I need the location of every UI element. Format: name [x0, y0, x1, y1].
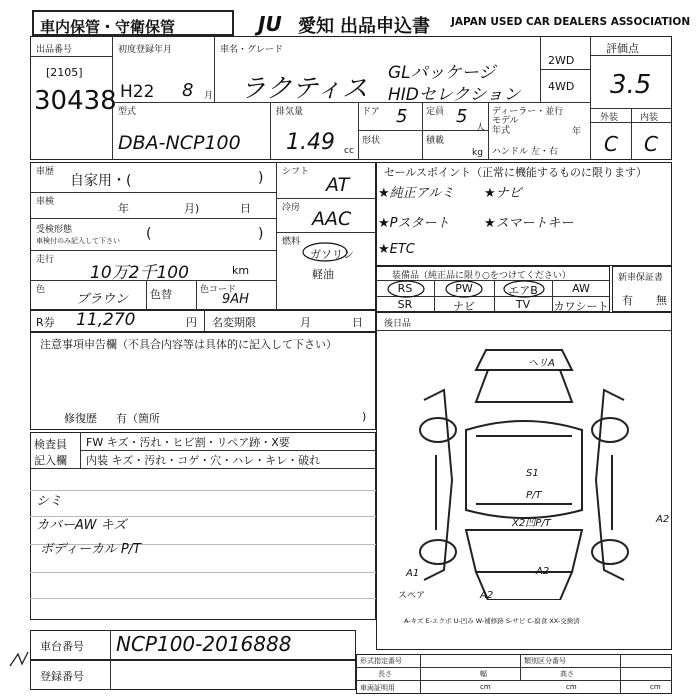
inspector-note-1: シミ [36, 494, 63, 509]
displacement-unit: cc [344, 146, 354, 156]
selling-point-1: ★純正アルミ [378, 186, 455, 201]
org-name: 愛知 [298, 16, 334, 37]
inspector-int-row: 内装 キズ・汚れ・コゲ・穴・ハレ・キレ・破れ [86, 454, 321, 467]
drive-4wd: 4WD [548, 80, 575, 93]
model-label: 型式 [118, 107, 137, 117]
fuel-diesel: 軽油 [312, 268, 334, 281]
proof-l2: 類別区分番号 [524, 657, 566, 665]
inspector-label2: 記入欄 [34, 454, 67, 467]
capacity-unit: 人 [476, 123, 486, 133]
inspector-label1: 検査員 [34, 438, 67, 451]
fuel-label: 燃料 [282, 237, 301, 247]
inspection-day: 日 [240, 202, 251, 215]
after-day-label: 後日品 [384, 319, 412, 329]
history-value: 自家用・( [70, 173, 132, 189]
warranty-no: 無 [656, 294, 667, 307]
selling-point-2: ★ナビ [484, 186, 522, 201]
recycle-unit: 円 [186, 316, 197, 329]
model-year-unit: 年 [572, 127, 582, 137]
aircon-label: 冷房 [282, 203, 301, 213]
doors-value: 5 [396, 106, 408, 127]
pen-mark [8, 650, 32, 670]
selling-point-5: ★ETC [378, 242, 415, 257]
model-year-label: モデル 年式 [492, 116, 519, 136]
history-label: 車歴 [36, 167, 55, 177]
shift-value: AT [326, 174, 350, 196]
displacement-value: 1.49 [286, 130, 335, 155]
displacement-label: 排気量 [276, 107, 304, 117]
equip-aw: AW [572, 282, 590, 295]
proof-l4: 幅 [480, 670, 487, 678]
dealer-label: ディーラー・並行 [492, 107, 564, 117]
receive-open: ( [146, 226, 152, 242]
repair-label: 修復歴 [64, 412, 97, 425]
damage-legend: A-キズ E-エクボ U-凹み W-補修跡 S-サビ C-腐食 XX-交換済 [404, 617, 580, 625]
proof-unit1: cm [480, 683, 491, 691]
svg-text:A2: A2 [536, 566, 550, 577]
proof-l5: 高さ [560, 670, 574, 678]
model-value: DBA-NCP100 [118, 132, 241, 154]
history-close: ) [258, 170, 264, 186]
car-grade-line2: HIDセレクション [388, 85, 521, 105]
name-change-day: 日 [352, 316, 363, 329]
lot-sub-number: [2105] [46, 66, 83, 79]
color-code-label: 色コード [200, 285, 237, 295]
inspection-year: 年 [118, 202, 129, 215]
int-value: C [644, 132, 658, 156]
color-value: ブラウン [76, 292, 129, 307]
recycle-label: R券 [36, 316, 55, 329]
svg-text:A2: A2 [480, 590, 494, 600]
svg-text:A2: A2 [656, 514, 670, 525]
aircon-value: AAC [312, 208, 352, 230]
chassis-value: NCP100-2016888 [116, 632, 292, 656]
equip-seat: カワシート [553, 300, 609, 313]
lot-label: 出品番号 [36, 45, 73, 55]
storage-tag-label: 車内保管・守衛保管 [40, 18, 176, 36]
svg-text:ヘリA: ヘリA [528, 358, 555, 369]
fuel-gasoline: ガソリン [310, 248, 354, 261]
ext-value: C [604, 132, 618, 156]
ju-logo: JU [258, 12, 282, 36]
selling-points-label: セールスポイント（正常に機能するものに限ります） [384, 166, 648, 179]
car-grade-line1: GLパッケージ [388, 63, 496, 83]
equip-tv: TV [515, 298, 531, 311]
inspection-month: 月) [184, 202, 200, 215]
drive-2wd: 2WD [548, 54, 575, 67]
equip-navi: ナビ [453, 300, 475, 313]
car-name-label: 車名・グレード [220, 45, 284, 55]
selling-point-3: ★Pスタート [378, 216, 450, 231]
registration-month-unit: 月 [204, 91, 214, 101]
receive-close: ) [258, 226, 264, 242]
proof-l3: 長さ [378, 670, 392, 678]
storage-tag [32, 10, 234, 36]
int-label: 内装 [640, 113, 659, 123]
repair-close: ) [362, 410, 367, 423]
spare-label: スペア [398, 591, 426, 601]
mileage-value: 10万2千100 [90, 263, 189, 283]
proof-l1: 形式指定番号 [360, 657, 402, 665]
score-value: 3.5 [610, 70, 652, 100]
equip-sr: SR [397, 298, 413, 311]
chassis-label: 車台番号 [40, 640, 84, 653]
ext-label: 外装 [600, 113, 619, 123]
inspector-note-3: ボディーカル P/T [40, 542, 141, 557]
form-title: 出品申込書 [340, 16, 430, 37]
shift-label: シフト [282, 167, 310, 177]
shape-label: 形状 [362, 136, 381, 146]
recycle-value: 11,270 [76, 310, 136, 330]
registration-month: 8 [182, 80, 194, 101]
warranty-label: 新車保証書 [618, 273, 664, 283]
name-change-month: 月 [300, 316, 311, 329]
proof-table [356, 654, 672, 694]
repair-value: 有（箇所 [116, 412, 160, 425]
equipment-label: 装備品（純正品に限り○をつけてください） [392, 271, 571, 281]
registration-label: 初度登録年月 [118, 45, 173, 55]
svg-text:X2凹P/T: X2凹P/T [512, 518, 551, 529]
handle-label: ハンドル 左・右 [492, 147, 558, 157]
inspector-note-2: カバーAW キズ [36, 518, 127, 533]
svg-text:A1: A1 [406, 568, 420, 579]
equip-pw: PW [455, 282, 473, 295]
mileage-label: 走行 [36, 255, 55, 265]
equip-airbag: エアB [508, 284, 538, 297]
color-label: 色 [36, 285, 46, 295]
fuel-circle [300, 240, 350, 264]
capacity-value: 5 [456, 106, 468, 127]
name-change-label: 名変期限 [212, 316, 256, 329]
receive-note: 車検付のみ記入して下さい [36, 237, 120, 245]
svg-text:S1: S1 [526, 468, 539, 479]
lot-number: 30438 [34, 86, 117, 116]
selling-point-4: ★スマートキー [484, 216, 574, 231]
svg-text:P/T: P/T [526, 490, 542, 501]
form-subtitle: JAPAN USED CAR DEALERS ASSOCIATION [451, 16, 691, 28]
receive-label: 受検形態 [36, 225, 73, 235]
score-label: 評価点 [606, 42, 639, 55]
color-code-value: 9AH [222, 292, 249, 307]
inspection-label: 車検 [36, 197, 55, 207]
car-diagram [376, 340, 672, 600]
capacity-label: 定員 [426, 107, 445, 117]
equip-rs: RS [397, 282, 413, 295]
car-name-value: ラクティス [240, 74, 368, 104]
proof-unit2: cm [566, 683, 577, 691]
load-unit: kg [472, 148, 483, 158]
plate-label: 登録番号 [40, 670, 84, 683]
doors-label: ドア [362, 107, 380, 117]
proof-unit3: cm [650, 683, 661, 691]
equipment-circles [376, 280, 616, 300]
inspector-fw-row: FW キズ・汚れ・ヒビ割・リペア跡・X要 [86, 436, 290, 449]
notes-label: 注意事項申告欄（不具合内容等は具体的に記入して下さい） [40, 338, 337, 351]
proof-l6: 車両証明用 [360, 684, 395, 692]
mileage-unit: km [232, 264, 250, 277]
load-label: 積載 [426, 136, 445, 146]
color-change-label: 色替 [150, 288, 172, 301]
warranty-yes: 有 [622, 294, 633, 307]
registration-year: H22 [120, 82, 155, 102]
